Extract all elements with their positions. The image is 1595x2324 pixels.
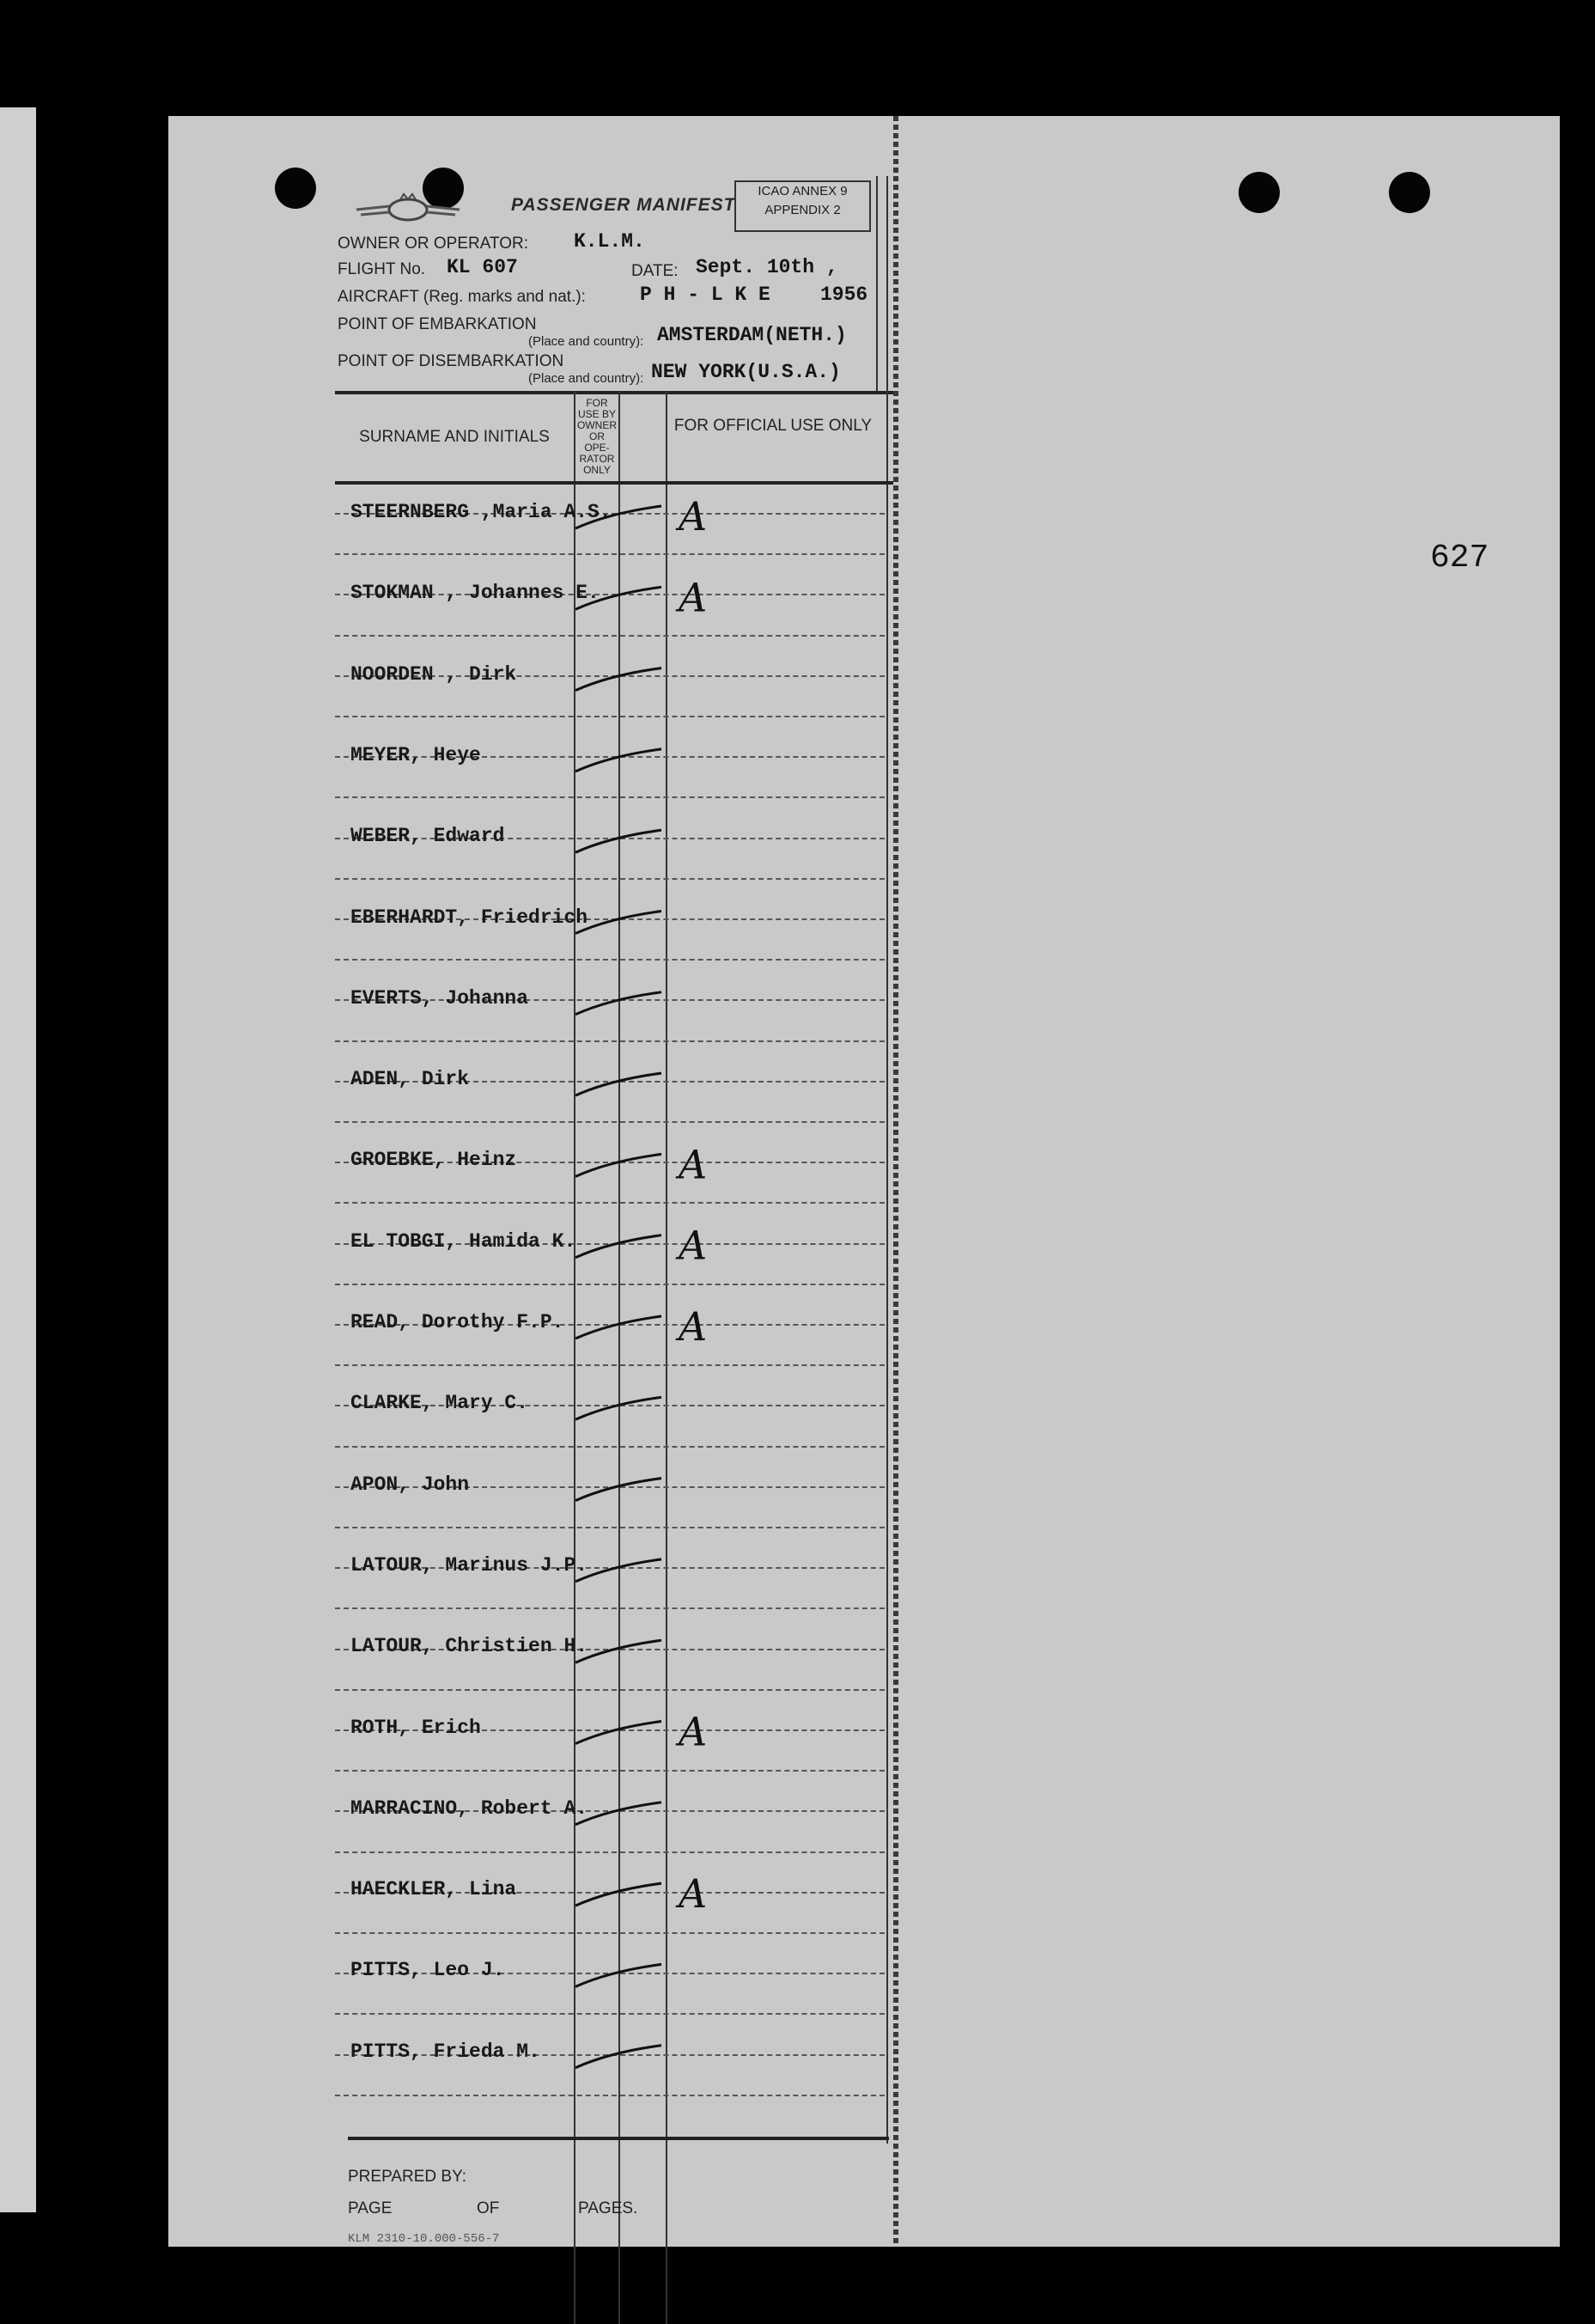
check-mark-icon (575, 1883, 661, 1906)
check-mark-icon (575, 1235, 661, 1258)
manifest-title: PASSENGER MANIFEST (511, 195, 736, 215)
passenger-name: EL TOBGI, Hamida K. (350, 1229, 576, 1253)
of-label: OF (477, 2199, 500, 2217)
adjacent-page-strip (0, 107, 36, 2212)
prepared-by-label: PREPARED BY: (348, 2168, 466, 2186)
check-mark-icon (575, 1964, 661, 1986)
check-mark-icon (575, 2046, 661, 2068)
owner-value: K.L.M. (574, 230, 645, 253)
check-mark-icon (575, 506, 661, 528)
check-mark-icon (575, 749, 661, 772)
check-mark-icon (575, 1802, 661, 1825)
punch-hole-icon (1389, 172, 1430, 213)
pages-label: PAGES. (578, 2199, 638, 2217)
check-mark-icon (575, 587, 661, 609)
check-mark-icon (575, 912, 661, 934)
aircraft-value: P H - L K E (640, 284, 770, 306)
passenger-name: MARRACINO, Robert A. (350, 1796, 588, 1820)
disembarkation-value: NEW YORK(U.S.A.) (651, 361, 841, 383)
date-label: DATE: (631, 262, 679, 280)
check-mark-icon (575, 1722, 661, 1744)
check-mark-icon (575, 1640, 661, 1662)
passenger-name: PITTS, Frieda M. (350, 2040, 540, 2063)
passenger-name: MEYER, Heye (350, 743, 481, 766)
official-mark: A (679, 1870, 708, 1918)
passenger-name: ADEN, Dirk (350, 1068, 470, 1091)
passenger-name: APON, John (350, 1473, 470, 1496)
sheet-fold-line (893, 116, 898, 2247)
embarkation-label: POINT OF EMBARKATION (338, 315, 537, 333)
check-mark-icon (575, 1316, 661, 1339)
check-mark-icon (575, 1073, 661, 1095)
footer-rule (348, 2137, 889, 2140)
passenger-name: GROEBKE, Heinz (350, 1149, 517, 1172)
official-column-header: FOR OFFICIAL USE ONLY (673, 417, 873, 435)
passenger-name: STOKMAN , Johannes E. (350, 582, 600, 605)
check-mark-icon (575, 830, 661, 852)
passenger-name: CLARKE, Mary C. (350, 1392, 529, 1415)
official-mark: A (679, 1222, 708, 1269)
check-mark-icon (575, 1154, 661, 1176)
official-mark: A (679, 574, 708, 621)
punch-hole-icon (1239, 172, 1280, 213)
official-mark: A (679, 1708, 708, 1755)
official-mark: A (679, 493, 708, 540)
page-label: PAGE (348, 2199, 393, 2217)
check-mark-icon (575, 1559, 661, 1582)
embarkation-sub-label: (Place and country): (528, 334, 644, 349)
passenger-name: EBERHARDT, Friedrich (350, 906, 588, 929)
check-mark-icon (575, 1397, 661, 1419)
passenger-name: READ, Dorothy F.P. (350, 1311, 564, 1333)
disembarkation-label: POINT OF DISEMBARKATION (338, 352, 564, 370)
surname-column-header: SURNAME AND INITIALS (359, 428, 550, 446)
check-mark-icon (575, 992, 661, 1015)
aircraft-label: AIRCRAFT (Reg. marks and nat.): (338, 288, 586, 306)
icao-appendix-line: APPENDIX 2 (764, 203, 841, 217)
date-value: Sept. 10th , (696, 256, 838, 278)
passenger-name: NOORDEN , Dirk (350, 662, 517, 686)
icao-annex-line: ICAO ANNEX 9 (758, 184, 848, 198)
year-value: 1956 (820, 284, 868, 306)
handwritten-marks (335, 176, 893, 2247)
passenger-name: STEERNBERG ,Maria A.S. (350, 501, 612, 523)
passenger-name: HAECKLER, Lina (350, 1878, 517, 1901)
passenger-name: ROTH, Erich (350, 1716, 481, 1739)
passenger-name: PITTS, Leo J. (350, 1959, 505, 1982)
manifest-form (335, 176, 893, 2247)
passenger-name: LATOUR, Christien H. (350, 1635, 588, 1658)
form-code: KLM 2310-10.000-556-7 (348, 2232, 500, 2246)
passenger-name: EVERTS, Johanna (350, 986, 529, 1010)
check-mark-icon (575, 668, 661, 691)
disembarkation-sub-label: (Place and country): (528, 371, 644, 386)
passenger-name: WEBER, Edward (350, 825, 505, 848)
punch-hole-icon (275, 168, 316, 209)
passenger-name: LATOUR, Marinus J.P. (350, 1553, 588, 1577)
official-mark: A (679, 1303, 708, 1350)
flight-value: KL 607 (447, 256, 518, 278)
official-mark: A (679, 1141, 708, 1188)
flight-label: FLIGHT No. (338, 260, 426, 278)
embarkation-value: AMSTERDAM(NETH.) (657, 324, 847, 346)
page-stamp-number: 627 (1430, 540, 1489, 576)
owner-label: OWNER OR OPERATOR: (338, 235, 529, 253)
owner-column-header: FOR USE BY OWNER OR OPE- RATOR ONLY (577, 397, 617, 476)
check-mark-icon (575, 1479, 661, 1501)
